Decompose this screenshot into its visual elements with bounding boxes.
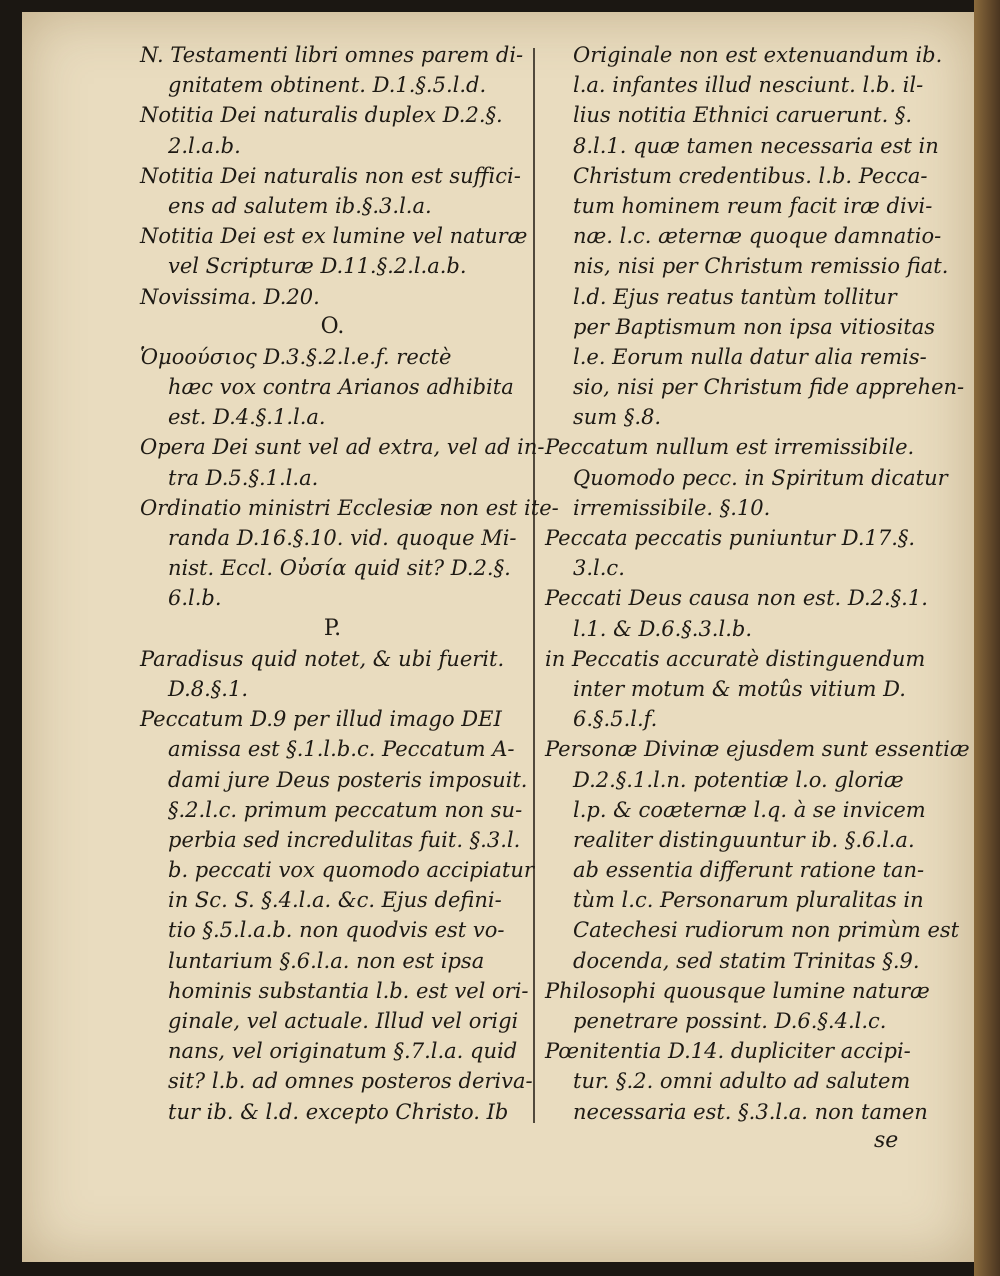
index-line: §.2.l.c. primum peccatum non su- <box>168 797 523 822</box>
index-line: 6.l.b. <box>168 586 222 611</box>
index-line: lius notitia Ethnici caruerunt. §. <box>573 103 913 128</box>
index-line: Notitia Dei est ex lumine vel naturæ <box>140 224 528 249</box>
index-line: in Sc. S. §.4.l.a. &c. Ejus defini- <box>168 888 502 913</box>
index-line: Peccatum D.9 per illud imago DEI <box>140 707 502 732</box>
index-line: 2.l.a.b. <box>168 133 241 158</box>
index-line: Opera Dei sunt vel ad extra, vel ad in- <box>140 435 545 460</box>
index-line: l.a. infantes illud nesciunt. l.b. il- <box>573 73 924 98</box>
index-line: P. <box>323 615 342 641</box>
index-line: inter motum & motûs vitium D. <box>573 676 906 701</box>
index-line: irremissibile. §.10. <box>573 495 771 520</box>
index-line: tur. §.2. omni adulto ad salutem <box>573 1069 911 1094</box>
index-line: Ordinatio ministri Ecclesiæ non est ite- <box>140 495 559 520</box>
index-line: tum hominem reum facit iræ divi- <box>573 193 933 218</box>
index-column-right <box>545 40 970 1127</box>
index-line: Notitia Dei naturalis non est suffici- <box>140 163 521 188</box>
index-line: docenda, sed statim Trinitas §.9. <box>573 948 920 973</box>
index-line: hæc vox contra Arianos adhibita <box>168 375 514 400</box>
index-line: 3.l.c. <box>573 556 625 581</box>
index-line: sit? l.b. ad omnes posteros deriva- <box>168 1069 533 1094</box>
index-line: sio, nisi per Christum fide apprehen- <box>573 375 965 400</box>
catchword: se <box>874 1128 899 1153</box>
page-edge <box>974 0 1000 1276</box>
index-line: Quomodo pecc. in Spiritum dicatur <box>573 465 948 490</box>
index-line: Novissima. D.20. <box>140 284 320 309</box>
index-line <box>140 342 525 372</box>
index-line: l.1. & D.6.§.3.l.b. <box>573 616 752 641</box>
index-line: Peccati Deus causa non est. D.2.§.1. <box>545 586 928 611</box>
index-line: Catechesi rudiorum non primùm est <box>573 918 960 943</box>
index-line: gnitatem obtinent. D.1.§.5.l.d. <box>168 73 487 98</box>
index-line: realiter distinguuntur ib. §.6.l.a. <box>573 827 915 852</box>
index-line: per Baptismum non ipsa vitiositas <box>573 314 936 339</box>
index-line: l.d. Ejus reatus tantùm tollitur <box>573 284 897 309</box>
index-line: tra D.5.§.1.l.a. <box>168 465 319 490</box>
index-line: Peccata peccatis puniuntur D.17.§. <box>545 526 916 550</box>
index-column-left <box>140 40 559 1127</box>
index-line: luntarium §.6.l.a. non est ipsa <box>168 948 485 973</box>
index-line: perbia sed incredulitas fuit. §.3.l. <box>168 827 521 852</box>
index-line: 8.l.1. quæ tamen necessaria est in <box>573 133 939 158</box>
index-line: l.p. & coæternæ l.q. à se invicem <box>573 797 926 822</box>
index-line: Pœnitentia D.14. dupliciter accipi- <box>545 1039 911 1064</box>
index-line: in Peccatis accuratè distinguendum <box>545 646 926 671</box>
index-line: 6.§.5.l.f. <box>573 707 658 732</box>
index-line-text: Ὁμοούσιος D.3.§.2.l.e.f. rectè <box>140 344 452 369</box>
index-line: ginale, vel actuale. Illud vel origi <box>168 1009 519 1033</box>
index-line: Christum credentibus. l.b. Pecca- <box>573 163 928 188</box>
index-line: necessaria est. §.3.l.a. non tamen <box>573 1099 928 1124</box>
index-line: amissa est §.1.l.b.c. Peccatum A- <box>168 737 515 762</box>
index-line: randa D.16.§.10. vid. quoque Mi- <box>168 526 517 550</box>
index-line: O. <box>320 313 345 339</box>
index-line: D.2.§.1.l.n. potentiæ l.o. gloriæ <box>573 767 904 792</box>
index-line: penetrare possint. D.6.§.4.l.c. <box>573 1009 887 1033</box>
index-line: ens ad salutem ib.§.3.l.a. <box>168 193 432 218</box>
index-line: tio §.5.l.a.b. non quodvis est vo- <box>168 918 505 943</box>
index-line: dami jure Deus posteris imposuit. <box>168 767 528 792</box>
index-line: b. peccati vox quomodo accipiatur <box>168 858 534 883</box>
index-line: Originale non est extenuandum ib. <box>573 43 943 67</box>
index-line: vel Scripturæ D.11.§.2.l.a.b. <box>168 254 467 279</box>
index-line-text: Paradisus quid notet, & ubi fuerit. <box>140 646 505 671</box>
column-rule <box>533 48 535 1123</box>
index-line: nans, vel originatum §.7.l.a. quid <box>168 1039 518 1064</box>
index-line: l.e. Eorum nulla datur alia remis- <box>573 344 927 369</box>
index-line: N. Testamenti libri omnes parem di- <box>140 43 524 67</box>
index-line: Philosophi quousque lumine naturæ <box>545 978 930 1003</box>
index-line: sum §.8. <box>573 405 662 430</box>
index-line: nis, nisi per Christum remissio fiat. <box>573 254 949 279</box>
index-line: ab essentia differunt ratione tan- <box>573 858 925 883</box>
index-line: Peccatum nullum est irremissibile. <box>545 435 915 460</box>
index-line: Personæ Divinæ ejusdem sunt essentiæ <box>545 737 970 762</box>
index-line <box>140 644 525 674</box>
index-line: est. D.4.§.1.l.a. <box>168 405 326 430</box>
index-line: tùm l.c. Personarum pluralitas in <box>573 888 924 913</box>
index-line: nist. Eccl. Οὐσία quid sit? D.2.§. <box>168 556 511 581</box>
index-line: tur ib. & l.d. excepto Christo. Ib <box>168 1099 509 1124</box>
index-line: næ. l.c. æternæ quoque damnatio- <box>573 224 942 249</box>
index-line: hominis substantia l.b. est vel ori- <box>168 978 529 1003</box>
index-line: D.8.§.1. <box>168 676 249 701</box>
index-line: Notitia Dei naturalis duplex D.2.§. <box>140 103 503 128</box>
